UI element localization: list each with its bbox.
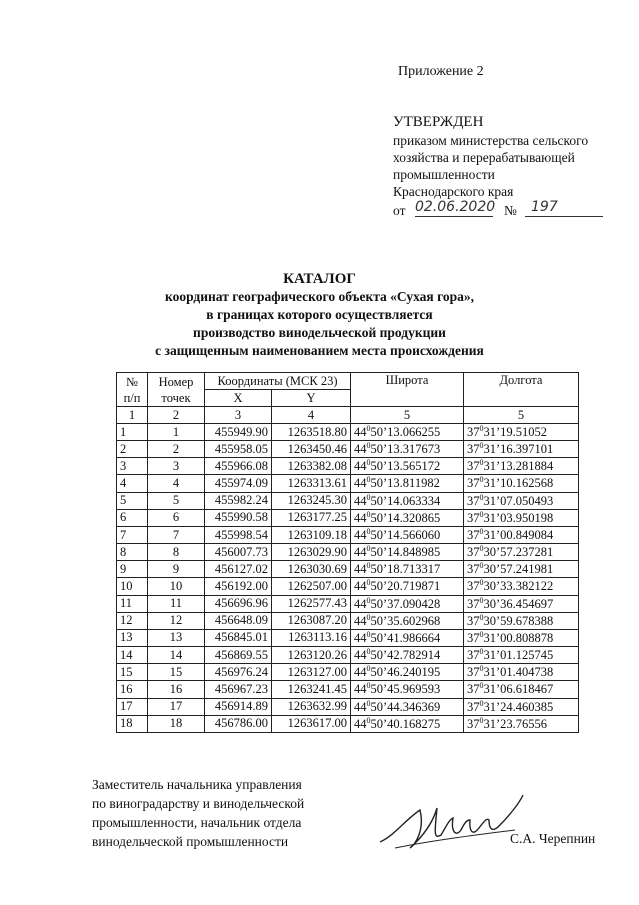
lon-rest: 31’07.050493	[483, 493, 554, 508]
lon-degrees: 37	[467, 476, 480, 491]
approval-line: промышленности	[393, 167, 495, 182]
cell-lat	[351, 595, 464, 612]
lat-rest: 50’44.346369	[370, 699, 441, 714]
lat-degrees: 44	[354, 528, 367, 543]
date-prefix: от	[393, 203, 406, 218]
table-row	[117, 629, 579, 646]
lon-degrees: 37	[467, 528, 480, 543]
lat-rest: 50’20.719871	[370, 579, 441, 594]
lon-rest: 31’24.460385	[483, 699, 554, 714]
lon-rest: 30’57.237281	[483, 545, 554, 560]
cell-lon	[464, 509, 579, 526]
cell-lon	[464, 424, 579, 441]
cell-x: 455966.08	[205, 458, 272, 475]
header-lon: Долгота	[464, 373, 579, 407]
header-y: Y	[272, 390, 351, 407]
cell-lat	[351, 681, 464, 698]
table-index-row	[117, 407, 579, 424]
cell-n: 18	[117, 715, 148, 732]
cell-p: 4	[148, 475, 205, 492]
cell-p: 10	[148, 578, 205, 595]
header-coords: Координаты (МСК 23)	[205, 373, 351, 390]
lat-rest: 50’14.063334	[370, 493, 441, 508]
degree-mark: 0	[479, 681, 484, 691]
cell-n: 12	[117, 612, 148, 629]
index-cell: 2	[148, 407, 205, 424]
cell-n: 6	[117, 509, 148, 526]
degree-mark: 0	[479, 544, 484, 554]
lat-rest: 50’40.168275	[370, 716, 441, 731]
lat-rest: 50’13.317673	[370, 442, 441, 457]
cell-y: 1262577.43	[272, 595, 351, 612]
cell-p: 7	[148, 526, 205, 543]
lon-degrees: 37	[467, 545, 480, 560]
table-row	[117, 475, 579, 492]
table-row	[117, 578, 579, 595]
degree-mark: 0	[479, 698, 484, 708]
degree-mark: 0	[366, 526, 371, 536]
cell-lon	[464, 647, 579, 664]
degree-mark: 0	[366, 629, 371, 639]
degree-mark: 0	[366, 715, 371, 725]
lat-degrees: 44	[354, 545, 367, 560]
lat-rest: 50’13.565172	[370, 459, 441, 474]
lon-rest: 31’01.404738	[483, 665, 554, 680]
cell-y: 1263087.20	[272, 612, 351, 629]
lon-rest: 31’06.618467	[483, 682, 554, 697]
lat-rest: 50’37.090428	[370, 596, 441, 611]
lat-rest: 50’13.811982	[370, 476, 440, 491]
cell-lon	[464, 526, 579, 543]
table-row	[117, 509, 579, 526]
lat-degrees: 44	[354, 579, 367, 594]
degree-mark: 0	[366, 647, 371, 657]
lat-degrees: 44	[354, 425, 367, 440]
cell-n: 10	[117, 578, 148, 595]
lon-degrees: 37	[467, 459, 480, 474]
lat-degrees: 44	[354, 631, 367, 646]
table-row	[117, 595, 579, 612]
cell-y: 1263313.61	[272, 475, 351, 492]
cell-x: 455990.58	[205, 509, 272, 526]
degree-mark: 0	[479, 561, 484, 571]
cell-n: 3	[117, 458, 148, 475]
cell-lat	[351, 664, 464, 681]
degree-mark: 0	[366, 681, 371, 691]
lon-rest: 30’57.241981	[483, 562, 554, 577]
cell-y: 1263029.90	[272, 544, 351, 561]
signer-line: Заместитель начальника управления	[92, 777, 302, 792]
lon-degrees: 37	[467, 579, 480, 594]
lat-degrees: 44	[354, 476, 367, 491]
lat-rest: 50’35.602968	[370, 613, 441, 628]
heading-title: КАТАЛОГ	[283, 271, 356, 287]
cell-lon	[464, 458, 579, 475]
signer-line: по виноградарству и винодельческой	[92, 796, 305, 811]
cell-x: 456914.89	[205, 698, 272, 715]
degree-mark: 0	[366, 612, 371, 622]
lon-rest: 30’59.678388	[483, 613, 554, 628]
lat-rest: 50’13.066255	[370, 425, 441, 440]
lon-rest: 31’19.51052	[483, 425, 548, 440]
index-cell: 4	[272, 407, 351, 424]
signer-line: винодельческой промышленности	[92, 834, 289, 849]
cell-p: 18	[148, 715, 205, 732]
table-body	[117, 424, 579, 733]
cell-n: 5	[117, 492, 148, 509]
cell-y: 1263450.46	[272, 441, 351, 458]
cell-p: 12	[148, 612, 205, 629]
cell-p: 5	[148, 492, 205, 509]
cell-y: 1263030.69	[272, 561, 351, 578]
degree-mark: 0	[366, 424, 371, 433]
degree-mark: 0	[479, 424, 484, 433]
cell-lon	[464, 441, 579, 458]
lon-degrees: 37	[467, 716, 480, 731]
degree-mark: 0	[366, 458, 371, 468]
cell-lon	[464, 612, 579, 629]
lat-rest: 50’14.320865	[370, 510, 441, 525]
degree-mark: 0	[366, 475, 371, 485]
cell-lat	[351, 544, 464, 561]
cell-p: 14	[148, 647, 205, 664]
cell-lat	[351, 458, 464, 475]
approval-line: Краснодарского края	[393, 184, 514, 199]
degree-mark: 0	[366, 578, 371, 588]
cell-n: 7	[117, 526, 148, 543]
lon-degrees: 37	[467, 682, 480, 697]
cell-p: 2	[148, 441, 205, 458]
degree-mark: 0	[479, 664, 484, 674]
lat-degrees: 44	[354, 596, 367, 611]
cell-x: 456127.02	[205, 561, 272, 578]
cell-y: 1262507.00	[272, 578, 351, 595]
lon-degrees: 37	[467, 425, 480, 440]
table-row	[117, 526, 579, 543]
lon-degrees: 37	[467, 699, 480, 714]
cell-lon	[464, 681, 579, 698]
signature-image	[375, 790, 525, 860]
cell-y: 1263109.18	[272, 526, 351, 543]
approval-date: 02.06.2020	[415, 199, 496, 215]
cell-p: 13	[148, 629, 205, 646]
approval-title: УТВЕРЖДЕН	[393, 114, 484, 130]
header-x: X	[205, 390, 272, 407]
lat-degrees: 44	[354, 613, 367, 628]
cell-x: 456786.00	[205, 715, 272, 732]
cell-lon	[464, 492, 579, 509]
table-row	[117, 441, 579, 458]
lat-degrees: 44	[354, 665, 367, 680]
cell-p: 8	[148, 544, 205, 561]
cell-lat	[351, 629, 464, 646]
cell-n: 17	[117, 698, 148, 715]
degree-mark: 0	[366, 664, 371, 674]
lat-degrees: 44	[354, 510, 367, 525]
lon-rest: 30’36.454697	[483, 596, 554, 611]
cell-n: 8	[117, 544, 148, 561]
cell-lat	[351, 715, 464, 732]
degree-mark: 0	[366, 544, 371, 554]
cell-lat	[351, 424, 464, 441]
lon-degrees: 37	[467, 631, 480, 646]
cell-p: 17	[148, 698, 205, 715]
approval-number: 197	[525, 199, 603, 217]
cell-lon	[464, 664, 579, 681]
lon-degrees: 37	[467, 665, 480, 680]
cell-x: 456696.96	[205, 595, 272, 612]
cell-lat	[351, 509, 464, 526]
degree-mark: 0	[366, 595, 371, 605]
approval-date-line	[393, 199, 623, 222]
lon-degrees: 37	[467, 442, 480, 457]
header-num: № п/п	[117, 373, 148, 407]
header-lat: Широта	[351, 373, 464, 407]
lon-degrees: 37	[467, 510, 480, 525]
table-row	[117, 544, 579, 561]
lat-rest: 50’45.969593	[370, 682, 441, 697]
table-row	[117, 664, 579, 681]
index-cell: 1	[117, 407, 148, 424]
cell-lat	[351, 647, 464, 664]
lat-rest: 50’41.986664	[370, 631, 441, 646]
degree-mark: 0	[479, 595, 484, 605]
lon-rest: 31’00.849084	[483, 528, 554, 543]
heading-line: с защищенным наименованием места происхождения	[155, 343, 484, 358]
cell-x: 456648.09	[205, 612, 272, 629]
degree-mark: 0	[366, 698, 371, 708]
lat-degrees: 44	[354, 682, 367, 697]
cell-n: 1	[117, 424, 148, 441]
cell-x: 455958.05	[205, 441, 272, 458]
number-sign: №	[504, 203, 517, 218]
cell-lat	[351, 492, 464, 509]
degree-mark: 0	[479, 458, 484, 468]
lat-rest: 50’14.848985	[370, 545, 441, 560]
cell-y: 1263245.30	[272, 492, 351, 509]
cell-lat	[351, 526, 464, 543]
cell-x: 455982.24	[205, 492, 272, 509]
degree-mark: 0	[366, 441, 371, 451]
cell-lon	[464, 595, 579, 612]
cell-y: 1263120.26	[272, 647, 351, 664]
table-row	[117, 561, 579, 578]
cell-y: 1263113.16	[272, 629, 351, 646]
heading-line: производство винодельческой продукции	[193, 325, 446, 340]
lon-rest: 31’03.950198	[483, 510, 554, 525]
cell-y: 1263632.99	[272, 698, 351, 715]
approval-line: хозяйства и перерабатывающей	[393, 150, 575, 165]
cell-p: 3	[148, 458, 205, 475]
cell-n: 13	[117, 629, 148, 646]
degree-mark: 0	[366, 492, 371, 502]
cell-lat	[351, 698, 464, 715]
cell-p: 9	[148, 561, 205, 578]
cell-x: 456869.55	[205, 647, 272, 664]
cell-x: 456007.73	[205, 544, 272, 561]
cell-lon	[464, 475, 579, 492]
degree-mark: 0	[366, 561, 371, 571]
lon-rest: 31’01.125745	[483, 648, 554, 663]
lat-rest: 50’18.713317	[370, 562, 441, 577]
table-row	[117, 612, 579, 629]
degree-mark: 0	[479, 492, 484, 502]
coordinates-table	[116, 372, 579, 733]
cell-lat	[351, 441, 464, 458]
cell-lon	[464, 698, 579, 715]
cell-x: 456976.24	[205, 664, 272, 681]
cell-n: 9	[117, 561, 148, 578]
degree-mark: 0	[479, 629, 484, 639]
cell-y: 1263518.80	[272, 424, 351, 441]
cell-y: 1263617.00	[272, 715, 351, 732]
signer-block	[92, 775, 352, 851]
lat-degrees: 44	[354, 716, 367, 731]
lon-degrees: 37	[467, 648, 480, 663]
lon-degrees: 37	[467, 613, 480, 628]
cell-p: 16	[148, 681, 205, 698]
table-row	[117, 681, 579, 698]
index-cell: 5	[351, 407, 464, 424]
lat-degrees: 44	[354, 442, 367, 457]
signer-name: С.А. Черепнин	[510, 831, 596, 846]
degree-mark: 0	[479, 509, 484, 519]
cell-x: 455998.54	[205, 526, 272, 543]
lon-degrees: 37	[467, 562, 480, 577]
degree-mark: 0	[366, 509, 371, 519]
cell-lon	[464, 715, 579, 732]
lat-degrees: 44	[354, 493, 367, 508]
cell-n: 16	[117, 681, 148, 698]
table-row	[117, 647, 579, 664]
cell-p: 11	[148, 595, 205, 612]
cell-n: 14	[117, 647, 148, 664]
lat-rest: 50’46.240195	[370, 665, 441, 680]
lat-degrees: 44	[354, 699, 367, 714]
degree-mark: 0	[479, 475, 484, 485]
lon-degrees: 37	[467, 596, 480, 611]
approval-line: приказом министерства сельского	[393, 133, 589, 148]
lon-rest: 31’00.808878	[483, 631, 554, 646]
cell-lat	[351, 612, 464, 629]
lat-degrees: 44	[354, 459, 367, 474]
lon-rest: 31’13.281884	[483, 459, 554, 474]
cell-y: 1263382.08	[272, 458, 351, 475]
cell-lon	[464, 561, 579, 578]
degree-mark: 0	[479, 578, 484, 588]
cell-n: 4	[117, 475, 148, 492]
cell-lat	[351, 561, 464, 578]
cell-x: 455974.09	[205, 475, 272, 492]
index-cell: 5	[464, 407, 579, 424]
cell-lat	[351, 578, 464, 595]
index-cell: 3	[205, 407, 272, 424]
header-point: Номер точек	[148, 373, 205, 407]
cell-lon	[464, 629, 579, 646]
lon-rest: 31’10.162568	[483, 476, 554, 491]
heading-line: в границах которого осуществляется	[206, 307, 433, 322]
degree-mark: 0	[479, 612, 484, 622]
table-header-row	[117, 373, 579, 390]
cell-n: 15	[117, 664, 148, 681]
cell-x: 456192.00	[205, 578, 272, 595]
degree-mark: 0	[479, 715, 484, 725]
table-row	[117, 715, 579, 732]
heading-line: координат географического объекта «Сухая гора»,	[164, 289, 475, 304]
lat-rest: 50’42.782914	[370, 648, 441, 663]
table-row	[117, 458, 579, 475]
lat-degrees: 44	[354, 562, 367, 577]
cell-lon	[464, 544, 579, 561]
cell-lat	[351, 475, 464, 492]
approval-block	[393, 114, 623, 222]
table-row	[117, 424, 579, 441]
cell-n: 2	[117, 441, 148, 458]
cell-x: 456967.23	[205, 681, 272, 698]
degree-mark: 0	[479, 647, 484, 657]
cell-y: 1263241.45	[272, 681, 351, 698]
table-row	[117, 698, 579, 715]
cell-x: 456845.01	[205, 629, 272, 646]
catalog-heading	[0, 270, 639, 360]
cell-p: 6	[148, 509, 205, 526]
degree-mark: 0	[479, 526, 484, 536]
lon-rest: 31’23.76556	[483, 716, 548, 731]
cell-y: 1263127.00	[272, 664, 351, 681]
cell-p: 1	[148, 424, 205, 441]
lat-degrees: 44	[354, 648, 367, 663]
lat-rest: 50’14.566060	[370, 528, 441, 543]
cell-p: 15	[148, 664, 205, 681]
cell-n: 11	[117, 595, 148, 612]
signer-line: промышленности, начальник отдела	[92, 815, 302, 830]
cell-y: 1263177.25	[272, 509, 351, 526]
cell-x: 455949.90	[205, 424, 272, 441]
cell-lon	[464, 578, 579, 595]
appendix-label: Приложение 2	[398, 64, 484, 79]
degree-mark: 0	[479, 441, 484, 451]
lon-rest: 31’16.397101	[483, 442, 554, 457]
lon-rest: 30’33.382122	[483, 579, 554, 594]
table-row	[117, 492, 579, 509]
lon-degrees: 37	[467, 493, 480, 508]
